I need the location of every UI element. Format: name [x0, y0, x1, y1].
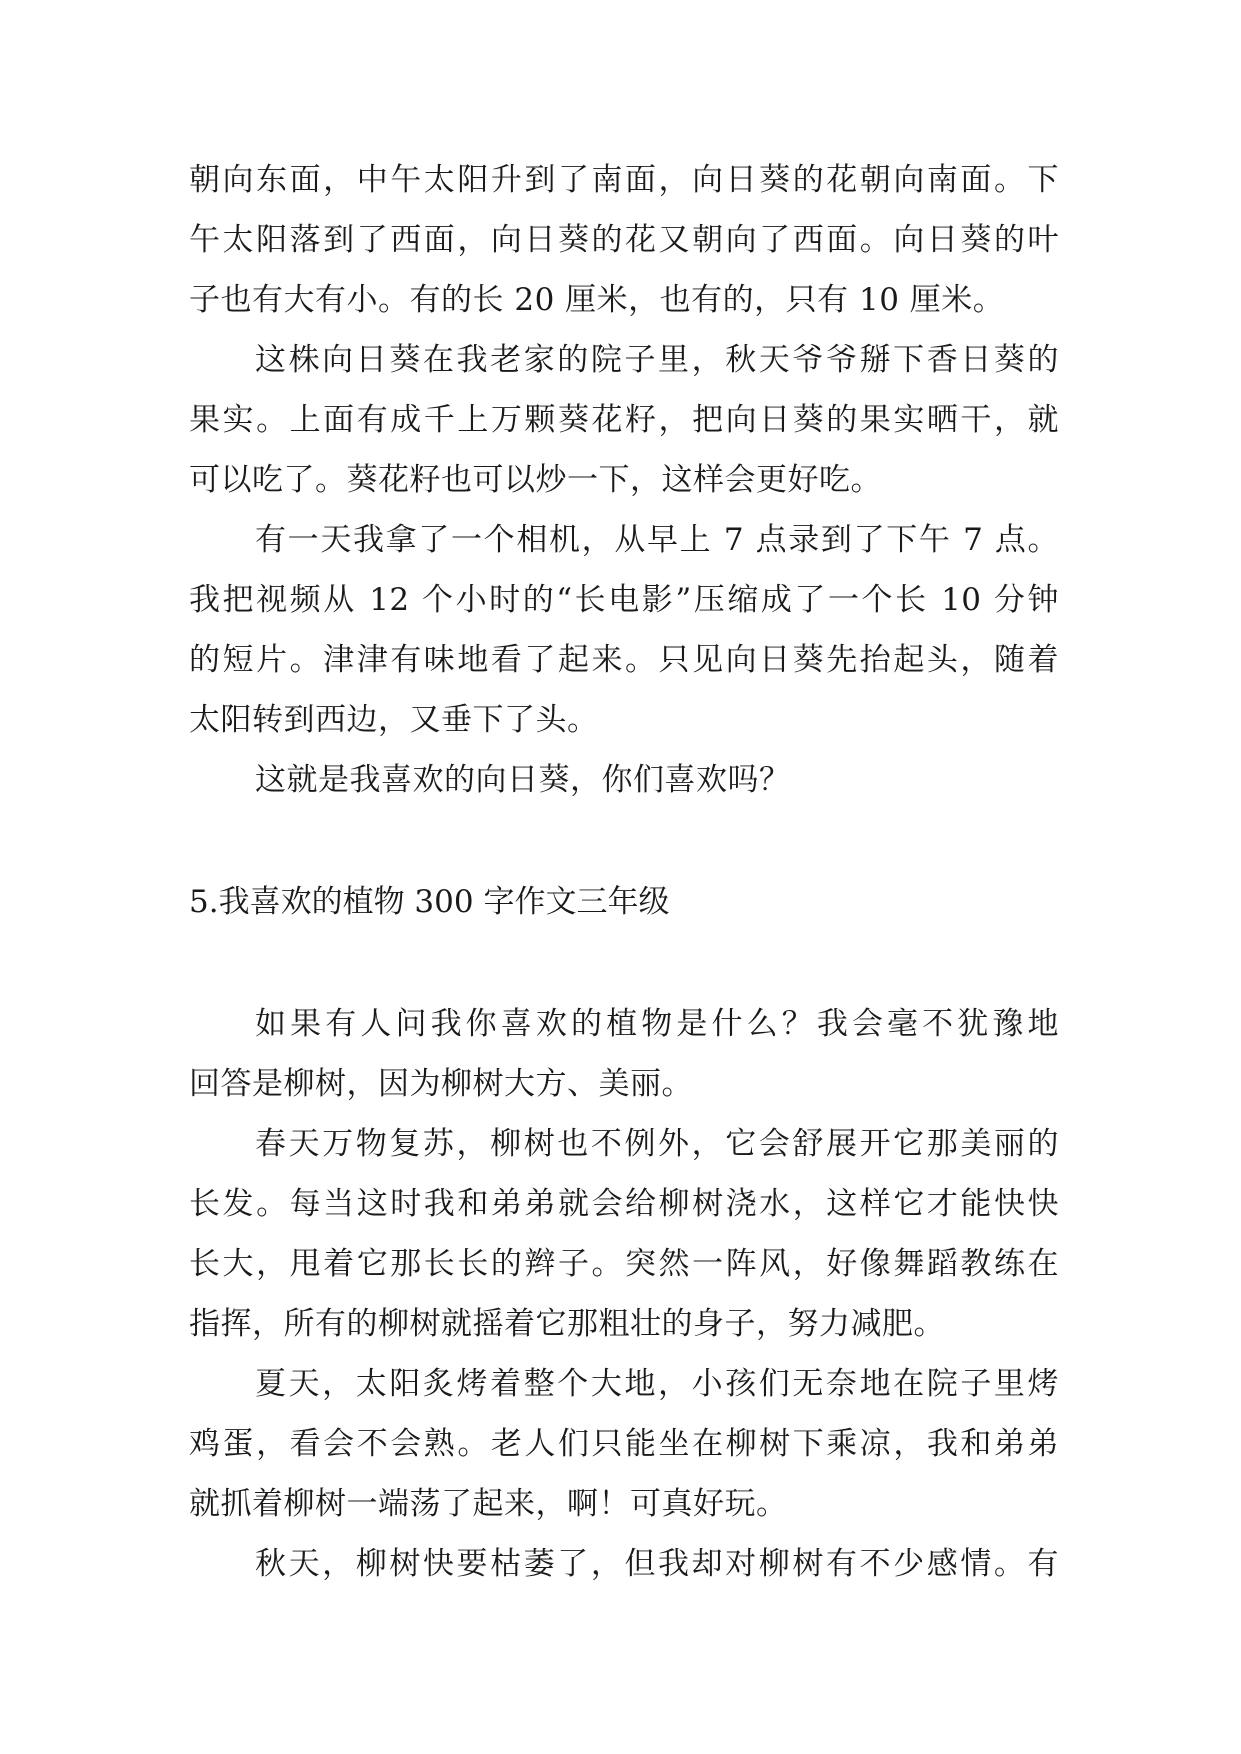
text-line: 秋天，柳树快要枯萎了，但我却对柳树有不少感情。有 — [255, 1546, 1059, 1582]
text-line: 夏天，太阳炙烤着整个大地，小孩们无奈地在院子里烤 — [255, 1366, 1059, 1402]
text-line: 朝向东面，中午太阳升到了南面，向日葵的花朝向南面。下 — [189, 162, 1059, 198]
text-line: 回答是柳树，因为柳树大方、美丽。 — [189, 1066, 693, 1102]
text-line: 有一天我拿了一个相机，从早上 7 点录到了下午 7 点。 — [255, 522, 1059, 558]
text-line: 就抓着柳树一端荡了起来，啊！可真好玩。 — [189, 1486, 788, 1522]
paragraph — [189, 1534, 1059, 1594]
text-line: 我把视频从 12 个小时的“长电影”压缩成了一个长 10 分钟 — [189, 582, 1059, 618]
text-line: 这就是我喜欢的向日葵，你们喜欢吗？ — [255, 762, 791, 798]
text-line: 午太阳落到了西面，向日葵的花又朝向了西面。向日葵的叶 — [189, 222, 1059, 258]
text-line: 的短片。津津有味地看了起来。只见向日葵先抬起头，随着 — [189, 642, 1059, 678]
text-line: 长大，甩着它那长长的辫子。突然一阵风，好像舞蹈教练在 — [189, 1246, 1059, 1282]
text-line: 春天万物复苏，柳树也不例外，它会舒展开它那美丽的 — [255, 1126, 1059, 1162]
document-page — [189, 150, 1059, 1594]
paragraph — [189, 1354, 1059, 1534]
paragraph — [189, 150, 1059, 330]
text-line: 长发。每当这时我和弟弟就会给柳树浇水，这样它才能快快 — [189, 1186, 1059, 1222]
paragraph — [189, 750, 1059, 810]
text-line: 指挥，所有的柳树就摇着它那粗壮的身子，努力减肥。 — [189, 1306, 945, 1342]
paragraph — [189, 330, 1059, 510]
section-willow — [189, 994, 1059, 1594]
text-line: 可以吃了。葵花籽也可以炒一下，这样会更好吃。 — [189, 462, 882, 498]
paragraph — [189, 994, 1059, 1114]
text-line: 果实。上面有成千上万颗葵花籽，把向日葵的果实晒干，就 — [189, 402, 1059, 438]
paragraph — [189, 1114, 1059, 1354]
section-sunflower — [189, 150, 1059, 810]
text-line: 子也有大有小。有的长 20 厘米，也有的，只有 10 厘米。 — [189, 282, 1005, 318]
text-line: 如果有人问我你喜欢的植物是什么？我会毫不犹豫地 — [255, 1006, 1059, 1042]
paragraph — [189, 510, 1059, 750]
text-line: 鸡蛋，看会不会熟。老人们只能坐在柳树下乘凉，我和弟弟 — [189, 1426, 1059, 1462]
text-line: 这株向日葵在我老家的院子里，秋天爷爷掰下香日葵的 — [255, 342, 1059, 378]
text-line: 太阳转到西边，又垂下了头。 — [189, 702, 599, 738]
section-heading: 5.我喜欢的植物 300 字作文三年级 — [189, 884, 670, 920]
